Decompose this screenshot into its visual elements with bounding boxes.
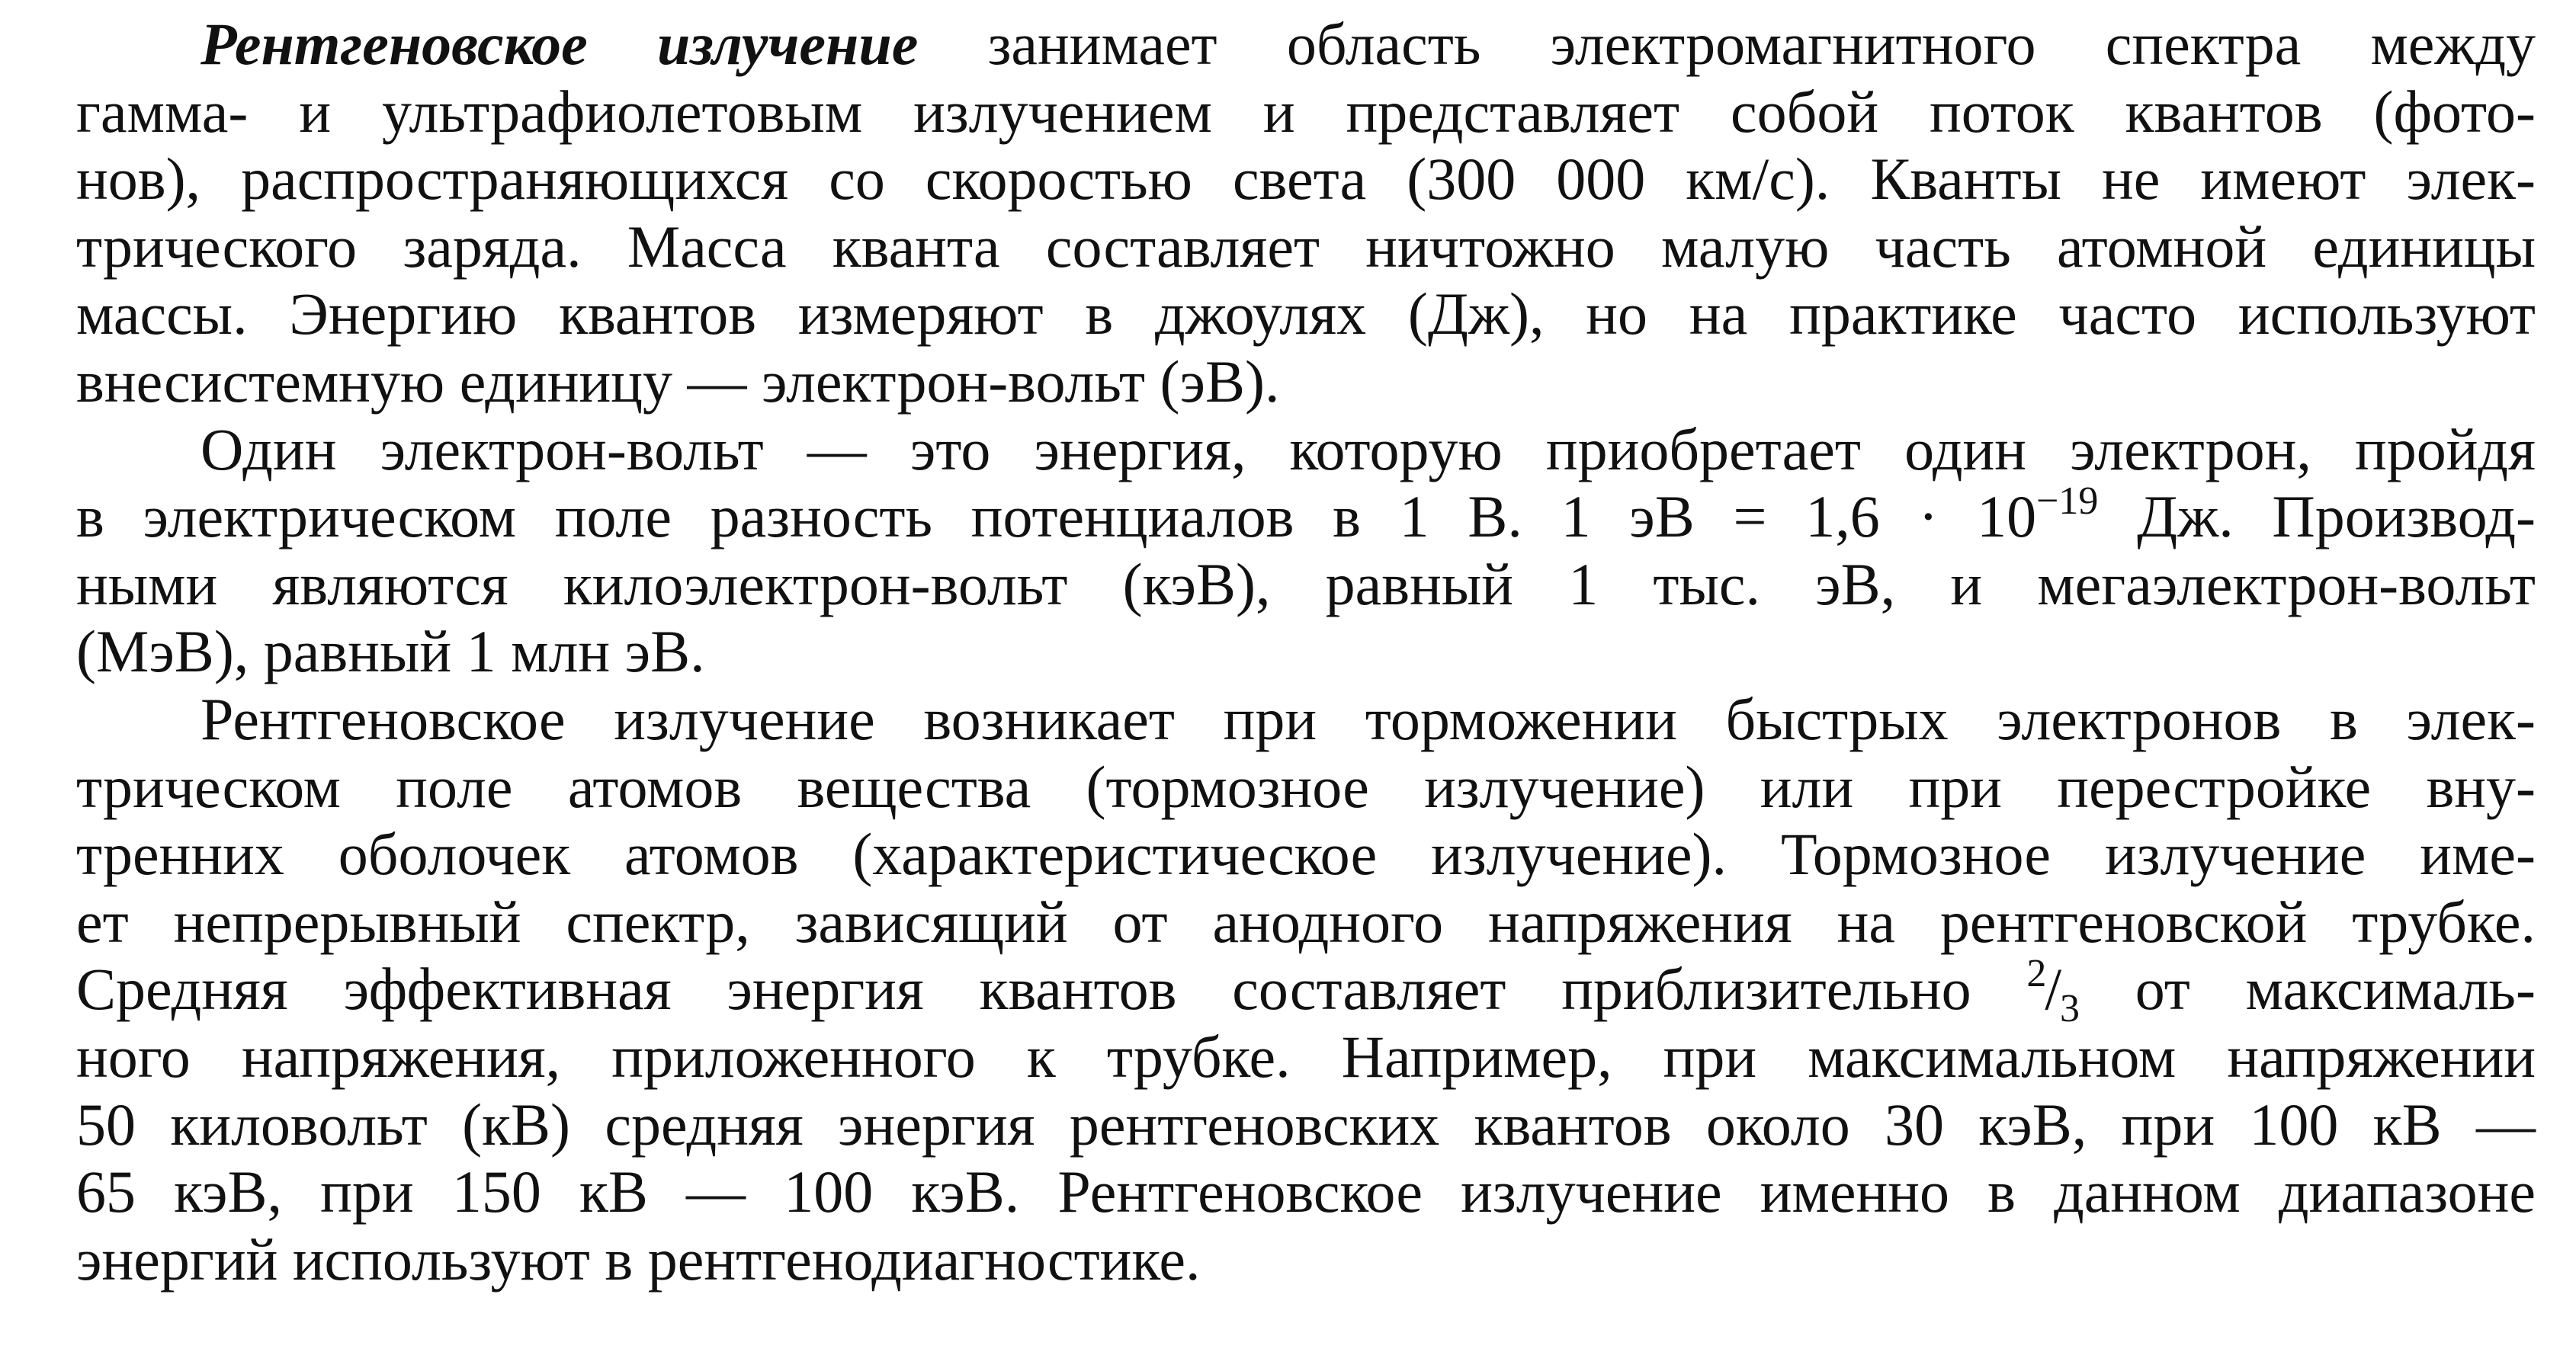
text-line: ет непрерывный спектр, зависящий от анодного напряжения на рентгеновской трубке. [76,888,2536,955]
text-line: Один электрон-вольт — это энергия, которую приобретает один электрон, пройдя [200,415,2536,482]
text-line: 65 кэВ, при 150 кВ — 100 кэВ. Рентгеновское излучение именно в данном диапазоне [76,1158,2536,1225]
exponent: −19 [2036,479,2099,524]
text-span: от максималь- [2135,956,2536,1023]
text-line: ного напряжения, приложенного к трубке. Например, при максимальном напряжении [76,1023,2536,1090]
text-line [76,952,2536,1031]
paragraph-xray-origin [76,686,2536,1293]
text-span: Дж. Производ- [2137,483,2536,550]
text-line: тренних оболочек атомов (характеристическое излучение). Тормозное излучение име- [76,821,2536,888]
fraction-denominator: 3 [2060,987,2080,1031]
text-line: трическом поле атомов вещества (тормозное излучение) или при перестройке вну- [76,753,2536,820]
paragraph-xray-definition [76,11,2536,416]
document-page [76,11,2536,1293]
text-line: ными являются килоэлектрон-вольт (кэВ), равный 1 тыс. эВ, и мегаэлектрон-вольт [76,550,2536,617]
text-line: энергий используют в рентгенодиагностике. [76,1225,1201,1293]
text-line: нов), распространяющихся со скоростью света (300 000 км/с). Кванты не имеют элек- [76,146,2536,213]
fraction-numerator: 2 [2026,952,2047,996]
term-xray-radiation: Рентгеновское излучение [200,11,919,77]
text-line: массы. Энергию квантов измеряют в джоулях (Дж), но на практике часто используют [76,280,2536,348]
text-line: (МэВ), равный 1 млн эВ. [76,618,705,685]
text-line [76,11,2536,78]
text-line: 50 киловольт (кВ) средняя энергия рентгеновских квантов около 30 кэВ, при 100 кВ — [76,1091,2536,1158]
fraction: $^2/_3$ [2026,952,2080,1031]
text-line [76,479,2536,551]
text-line: внесистемную единицу — электрон-вольт (эВ). [76,348,1280,415]
paragraph-electron-volt [76,416,2536,686]
text-line: Рентгеновское излучение возникает при торможении быстрых электронов в элек- [200,685,2536,752]
text-span: занимает область электромагнитного спектра между [987,11,2536,77]
text-span: Средняя эффективная энергия квантов составляет приблизительно [76,956,1971,1023]
text-span: в электрическом поле разность потенциалов в 1 В. 1 эВ = 1,6 · 10 [76,483,2037,550]
text-line: гамма- и ультрафиолетовым излучением и представляет собой поток квантов (фото- [76,78,2536,145]
text-line: трического заряда. Масса кванта составляет ничтожно малую часть атомной единицы [76,213,2536,280]
